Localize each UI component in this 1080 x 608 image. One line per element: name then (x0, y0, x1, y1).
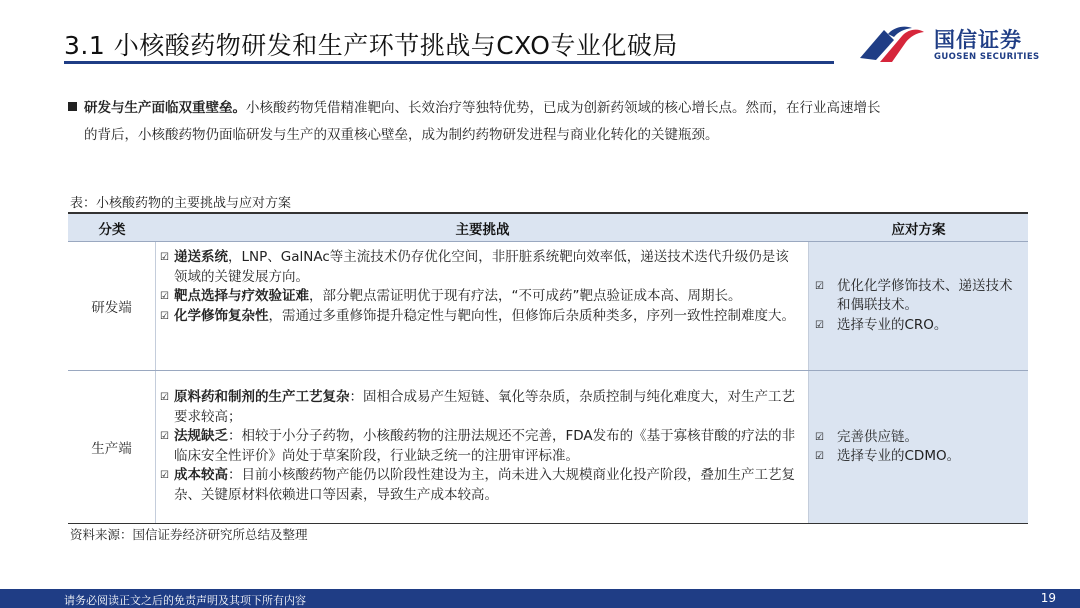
intro-line-1-text: 小核酸药物凭借精准靶向、长效治疗等独特优势，已成为创新药领域的核心增长点。然而，在行业高速增长 (246, 100, 881, 116)
challenge-keyword: 靶点选择与疗效验证难 (174, 288, 309, 304)
challenge-text: ：目前小核酸药物产能仍以阶段性建设为主，尚未进入大规模商业化投产阶段，叠加生产工艺复杂、关键原材料依赖进口等因素，导致生产成本较高。 (174, 467, 795, 503)
check-square-icon: ☑ (160, 291, 169, 302)
challenge-item (160, 427, 802, 466)
solution-item (815, 428, 1020, 448)
check-square-icon: ☑ (815, 451, 824, 462)
solution-text: 优化化学修饰技术、递送技术和偶联技术。 (837, 277, 1013, 314)
footer-disclaimer: 请务必阅读正文之后的免责声明及其项下所有内容 (64, 594, 306, 607)
intro-line-1 (68, 95, 1028, 122)
check-square-icon: ☑ (160, 392, 169, 403)
footer-bar (0, 589, 1080, 608)
challenge-item (160, 287, 802, 307)
solution-text: 完善供应链。 (837, 428, 918, 445)
check-square-icon: ☑ (160, 252, 169, 263)
challenge-keyword: 成本较高 (174, 467, 228, 483)
solution-item (815, 447, 1020, 467)
check-square-icon: ☑ (160, 470, 169, 481)
title-bar (64, 22, 839, 62)
check-square-icon: ☑ (815, 280, 824, 292)
check-square-icon: ☑ (815, 319, 824, 331)
challenge-text: ：相较于小分子药物，小核酸药物的注册法规还不完善，FDA发布的《基于寡核苷酸的疗法的非临床安全性评价》尚处于草案阶段，行业缺乏统一的注册审评标准。 (174, 428, 796, 464)
logo-name-en: GUOSEN SECURITIES (934, 52, 1040, 62)
header-category: 分类 (98, 221, 126, 238)
table-row-production (68, 371, 1028, 523)
check-square-icon: ☑ (160, 431, 169, 442)
table-caption: 表：小核酸药物的主要挑战与应对方案 (70, 196, 292, 211)
challenges-cell (156, 242, 809, 370)
category-cell: 生产端 (68, 371, 156, 523)
challenge-text: ，需通过多重修饰提升稳定性与靶向性，但修饰后杂质种类多，序列一致性控制难度大。 (268, 307, 795, 324)
guosen-logo (858, 20, 1058, 68)
challenge-text: ，LNP、GalNAc等主流技术仍存优化空间，非肝脏系统靶向效率低，递送技术迭代升级仍是该领域的关键发展方向。 (174, 249, 789, 285)
challenge-keyword: 递送系统 (174, 249, 228, 265)
challenges-cell (156, 371, 809, 523)
solution-text: 选择专业的CRO。 (837, 316, 948, 333)
category-cell: 研发端 (68, 242, 156, 370)
challenge-keyword: 原料药和制剂的生产工艺复杂 (174, 389, 350, 405)
challenges-table (68, 212, 1028, 524)
guosen-logo-icon (858, 24, 926, 64)
table-header-row (68, 214, 1028, 242)
solutions-cell (809, 242, 1028, 370)
challenge-text: ，部分靶点需证明优于现有疗法，“不可成药”靶点验证成本高、周期长。 (309, 288, 742, 304)
check-square-icon: ☑ (815, 431, 824, 443)
intro-line-2: 的背后，小核酸药物仍面临研发与生产的双重核心壁垒，成为制约药物研发进程与商业化转化的关键瓶颈。 (84, 127, 719, 143)
title-underline (64, 61, 834, 64)
challenge-item (160, 466, 802, 505)
black-square-icon (68, 102, 77, 111)
challenge-keyword: 化学修饰复杂性 (174, 307, 269, 324)
source-note: 资料来源：国信证券经济研究所总结及整理 (70, 527, 308, 542)
solution-item (815, 316, 1020, 336)
challenge-item (160, 248, 802, 287)
table-row-rd (68, 242, 1028, 371)
intro-paragraph (68, 95, 1028, 149)
solution-text: 选择专业的CDMO。 (837, 448, 961, 464)
solution-item (815, 277, 1020, 316)
challenge-keyword: 法规缺乏 (174, 428, 228, 444)
solutions-cell (809, 371, 1028, 523)
logo-name-cn: 国信证券 (934, 28, 1022, 52)
check-square-icon: ☑ (160, 310, 169, 322)
header-challenges: 主要挑战 (455, 221, 510, 238)
challenge-item (160, 388, 802, 427)
page-number: 19 (1040, 591, 1056, 605)
page-title: 3.1 小核酸药物研发和生产环节挑战与CXO专业化破局 (64, 31, 678, 60)
header-solutions: 应对方案 (891, 221, 946, 238)
challenge-item (160, 307, 802, 327)
challenge-text: ：固相合成易产生短链、氧化等杂质，杂质控制与纯化难度大，对生产工艺要求较高； (174, 389, 795, 425)
intro-lead: 研发与生产面临双重壁垒。 (84, 100, 246, 116)
